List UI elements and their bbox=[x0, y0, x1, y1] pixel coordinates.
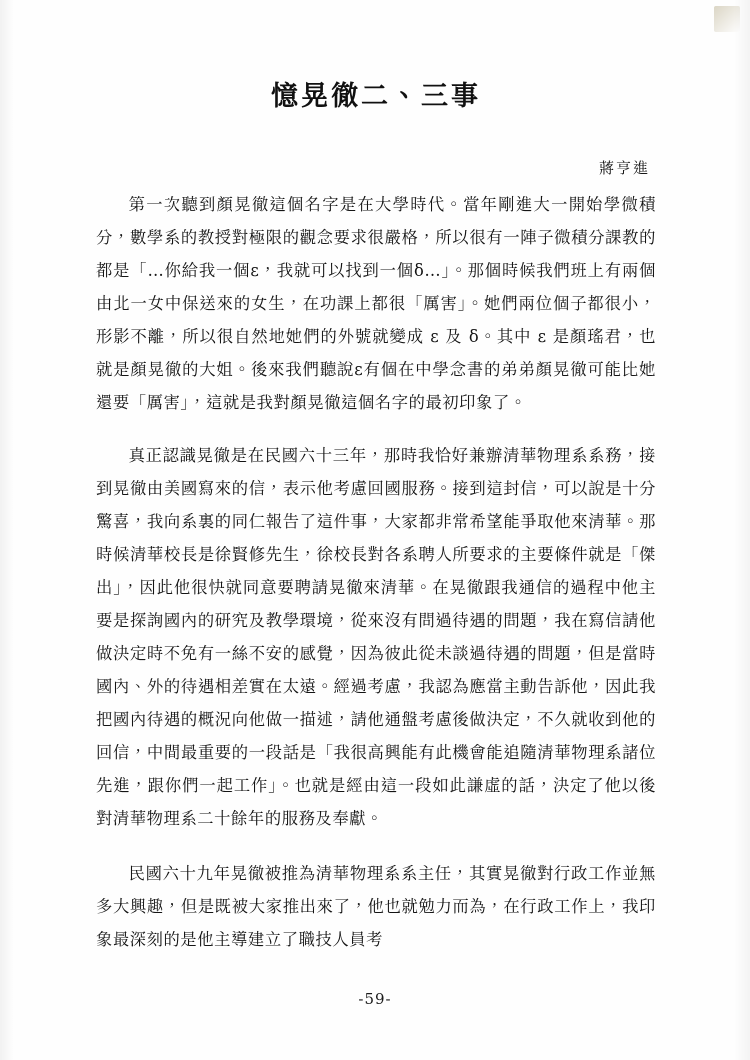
page-title: 憶晃徹二、三事 bbox=[271, 81, 481, 112]
scan-corner-mark bbox=[714, 6, 740, 32]
body-paragraph-2: 真正認識晃徹是在民國六十三年，那時我恰好兼辦清華物理系系務，接到晃徹由美國寫來的信，表示他考慮回國服務。接到這封信，可以說是十分驚喜，我向系裏的同仁報告了這件事，大家都非常希望能爭取他來清華。那時候清華校長是徐賢修先生，徐校長對各系聘人所要求的主要條件就是「傑出」，因此他很快就同意要聘請晃徹來清華。在晃徹跟我通信的過程中他主要是探詢國內的研究及教學環境，從來沒有問過待遇的問題，我在寫信請他做決定時不免有一絲不安的感覺，因為彼此從未談過待遇的問題，但是當時國內、外的待遇相差實在太遠。經過考慮，我認為應當主動告訴他，因此我把國內待遇的概況向他做一描述，請他通盤考慮後做決定，不久就收到他的回信，中間最重要的一段話是「我很高興能有此機會能追隨清華物理系諸位先進，跟你們一起工作」。也就是經由這一段如此謙虛的話，決定了他以後對清華物理系二十餘年的服務及奉獻。 bbox=[96, 446, 656, 828]
body-paragraph-1: 第一次聽到顏晃徹這個名字是在大學時代。當年剛進大一開始學微積分，數學系的教授對極限的觀念要求很嚴格，所以很有一陣子微積分課教的都是「…你給我一個ε，我就可以找到一個δ…」。那個時候我們班上有兩個由北一女中保送來的女生，在功課上都很「厲害」。她們兩位個子都很小，形影不離，所以很自然地她們的外號就變成 ε 及 δ。其中 ε 是顏瑤君，也就是顏晃徹的大姐。後來我們聽說ε有個在中學念書的弟弟顏晃徹可能比她還要「厲害」，這就是我對顏晃徹這個名字的最初印象了。 bbox=[96, 195, 656, 412]
author-byline: 蔣亨進 bbox=[598, 159, 650, 177]
body-paragraph-3: 民國六十九年晃徹被推為清華物理系系主任，其實晃徹對行政工作並無多大興趣，但是既被大家推出來了，他也就勉力而為，在行政工作上，我印象最深刻的是他主導建立了職技人員考 bbox=[96, 864, 656, 949]
page-number: -59- bbox=[358, 990, 392, 1008]
page-content bbox=[96, 74, 656, 978]
